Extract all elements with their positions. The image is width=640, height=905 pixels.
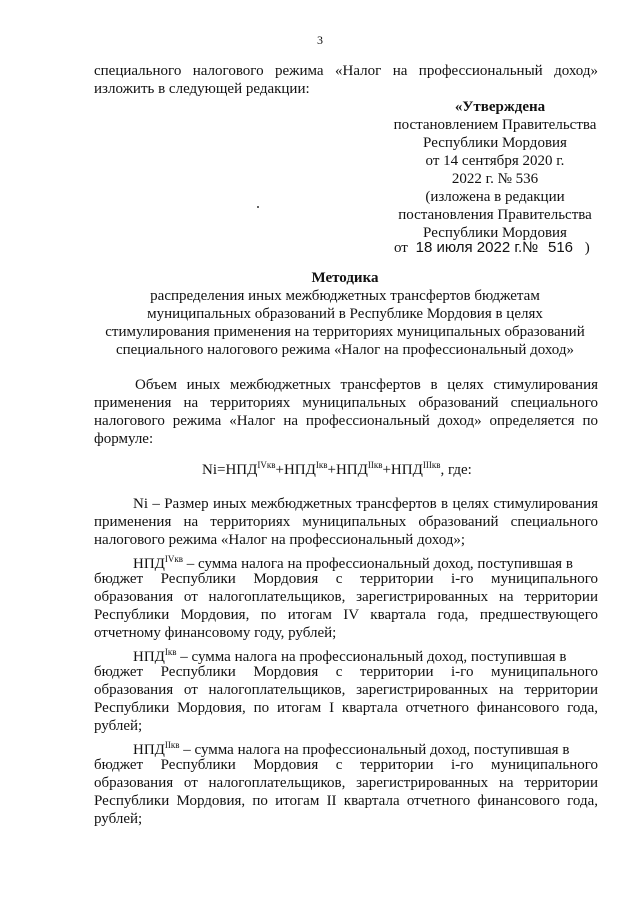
- approval-last-date: 18 июля 2022 г.: [415, 239, 523, 256]
- method-heading: Методика: [311, 270, 379, 286]
- para1-line-3: налогового режима «Налог на профессиональный доход» определяется по: [94, 413, 598, 429]
- para1-line-1: Объем иных межбюджетных трансфертов в целях стимулирования: [135, 377, 598, 393]
- ii-sup: IIкв: [164, 740, 180, 750]
- approval-line-4: 2022 г. № 536: [451, 171, 539, 187]
- approval-line-1: постановлением Правительства: [393, 117, 597, 133]
- formula-sup-2: Iкв: [315, 460, 328, 470]
- ii-def-line-4: Республики Мордовия, по итогам II квартала отчетного финансового года,: [94, 793, 598, 809]
- method-subtitle-3: стимулирования применения на территориях муниципальных образований: [105, 324, 585, 340]
- scan-speck: [257, 206, 259, 208]
- formula: [202, 460, 472, 479]
- method-subtitle-1: распределения иных межбюджетных трансфертов бюджетам: [150, 288, 540, 304]
- iv-def-line-3: образования от налогоплательщиков, зарегистрированных на территории: [94, 589, 598, 605]
- approval-last-no: №: [522, 239, 539, 256]
- formula-term-4: +НПД: [382, 462, 423, 478]
- para1-line-4: формуле:: [94, 431, 154, 447]
- ii-symbol: НПД: [133, 742, 165, 758]
- ni-def-line-2: применения на территориях муниципальных образований специального: [94, 514, 598, 530]
- approval-line-6: постановления Правительства: [398, 207, 592, 223]
- para1-line-2: применения на территориях муниципальных образований специального: [94, 395, 598, 411]
- iv-def-line-4: Республики Мордовия, по итогам IV квартала года, предшествующего: [94, 607, 598, 623]
- approval-heading: «Утверждена: [454, 99, 546, 115]
- formula-term-1: НПД: [225, 462, 258, 478]
- formula-term-2: +НПД: [275, 462, 316, 478]
- ii-def-line-5: рублей;: [94, 811, 143, 827]
- method-subtitle-2: муниципальных образований в Республике Мордовия в целях: [147, 306, 543, 322]
- iv-def-line-2: бюджет Республики Мордовия с территории i-го муниципального: [94, 571, 598, 587]
- iv-symbol: НПД: [133, 556, 165, 572]
- ii-def-line-2: бюджет Республики Мордовия с территории i-го муниципального: [94, 757, 598, 773]
- formula-term-3: +НПД: [327, 462, 368, 478]
- approval-line-7: Республики Мордовия: [423, 225, 567, 241]
- i-sup: Iкв: [164, 647, 177, 657]
- formula-sup-3: IIкв: [367, 460, 383, 470]
- i-def-line-5: рублей;: [94, 718, 143, 734]
- approval-last-close: ): [584, 240, 590, 256]
- approval-line-5: (изложена в редакции: [425, 189, 565, 205]
- ii-def-line-3: образования от налогоплательщиков, зарегистрированных на территории: [94, 775, 598, 791]
- approval-last-prefix: от: [394, 240, 408, 256]
- iv-def-first-text: – сумма налога на профессиональный доход, поступившая в: [183, 556, 573, 572]
- ii-def-first-text: – сумма налога на профессиональный доход, поступившая в: [179, 742, 570, 758]
- iv-sup: IVкв: [164, 554, 184, 564]
- i-def-first-text: – сумма налога на профессиональный доход, поступившая в: [176, 649, 567, 665]
- method-subtitle-4: специального налогового режима «Налог на профессиональный доход»: [116, 342, 574, 358]
- i-def-line-2: бюджет Республики Мордовия с территории i-го муниципального: [94, 664, 598, 680]
- formula-sup-4: IIIкв: [422, 460, 441, 470]
- formula-lhs: Ni=: [202, 462, 226, 478]
- i-symbol: НПД: [133, 649, 165, 665]
- i-def-line-4: Республики Мордовия, по итогам I квартала отчетного финансового года,: [94, 700, 598, 716]
- ni-def-line-3: налогового режима «Налог на профессиональный доход»;: [94, 532, 466, 548]
- formula-sup-1: IVкв: [257, 460, 276, 470]
- approval-line-2: Республики Мордовия: [423, 135, 567, 151]
- approval-line-3: от 14 сентября 2020 г.: [425, 153, 565, 169]
- intro-line-1: специального налогового режима «Налог на профессиональный доход»: [94, 63, 598, 79]
- i-def-line-3: образования от налогоплательщиков, зарегистрированных на территории: [94, 682, 598, 698]
- formula-tail: , где:: [440, 462, 472, 478]
- page-number: 3: [317, 33, 323, 47]
- approval-last-line: [394, 239, 590, 257]
- iv-def-line-5: отчетному финансовому году, рублей;: [94, 625, 337, 641]
- approval-last-number: 516: [548, 239, 574, 256]
- ni-def-line-1: Ni – Размер иных межбюджетных трансфертов в целях стимулирования: [133, 496, 598, 512]
- intro-line-2: изложить в следующей редакции:: [94, 81, 310, 97]
